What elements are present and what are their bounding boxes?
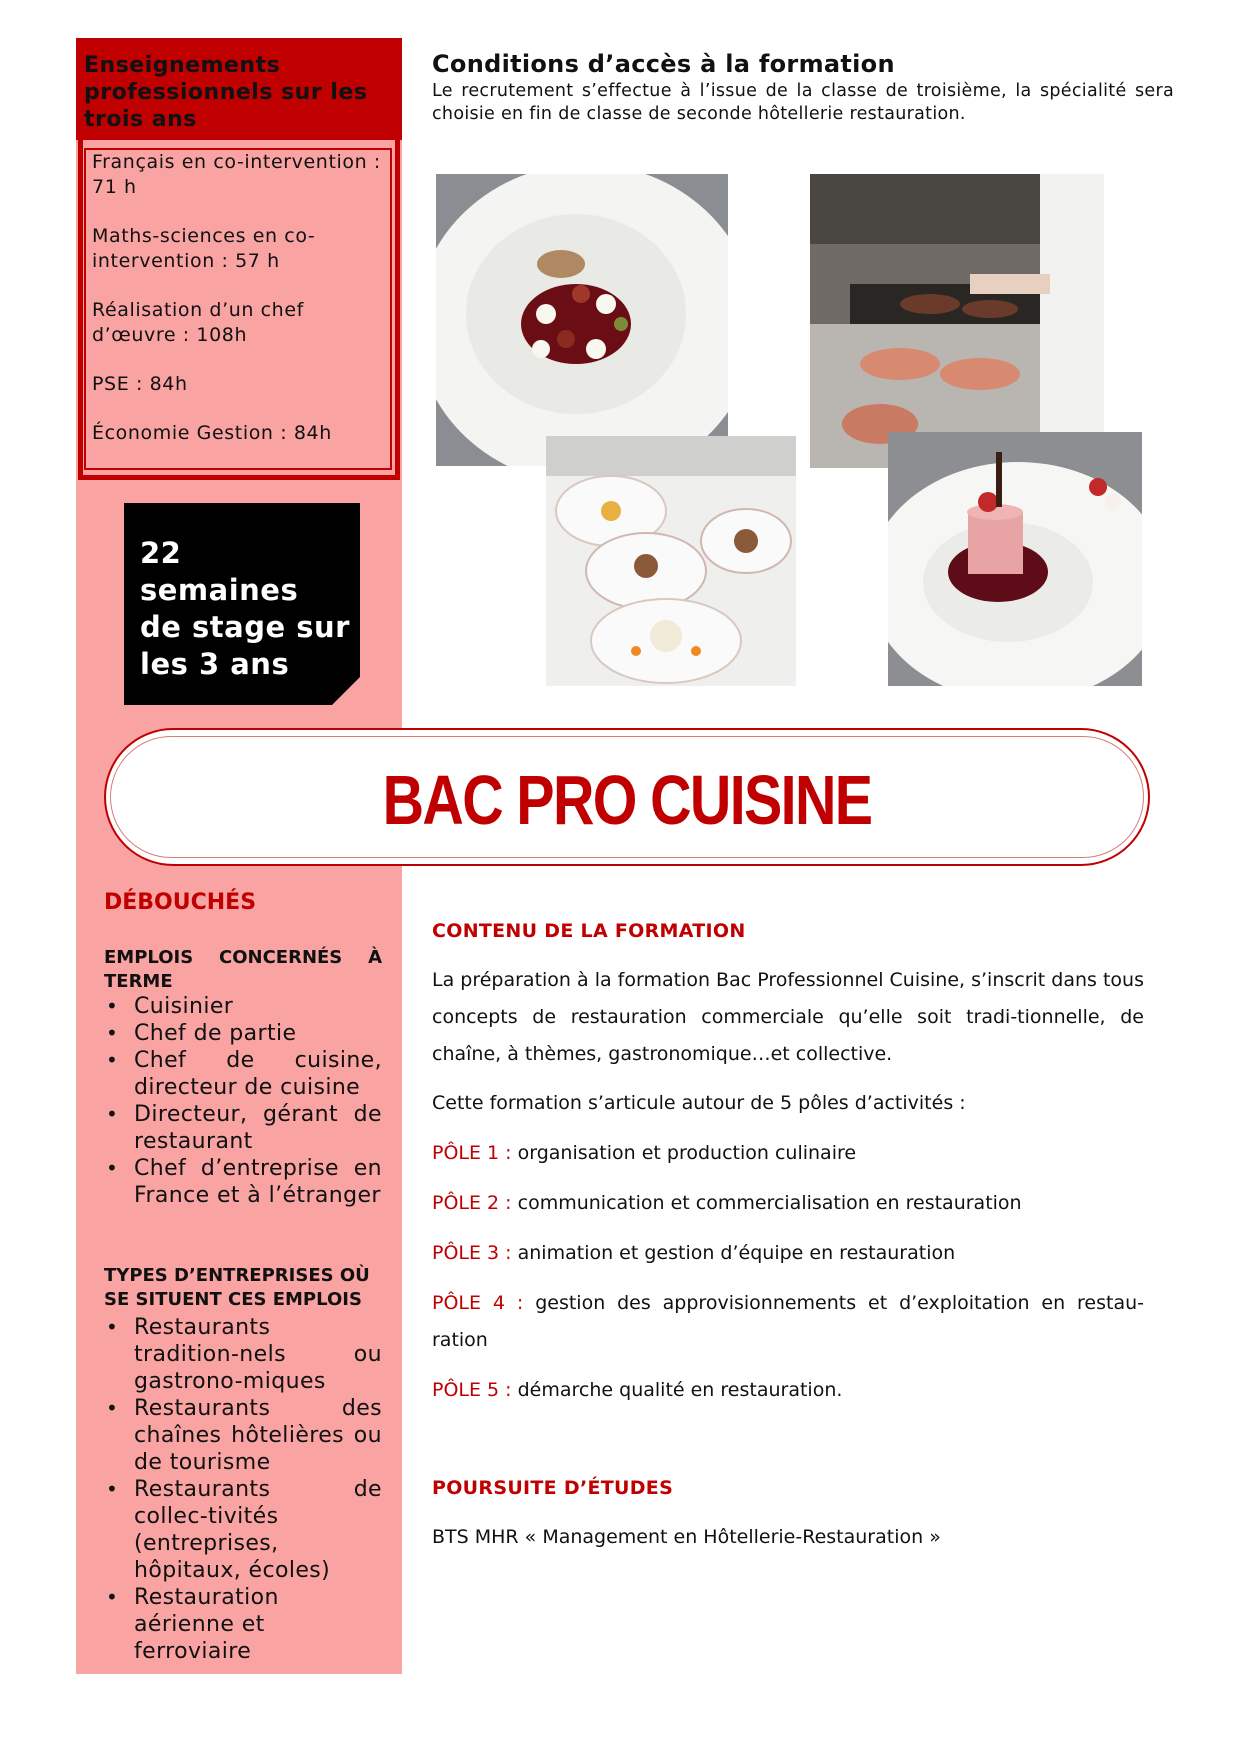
list-item: • Cuisinier	[104, 993, 382, 1020]
contenu-text	[432, 962, 1144, 1134]
pole-label: PÔLE 3 :	[432, 1242, 512, 1264]
chef-grilling-photo-icon	[810, 174, 1104, 468]
enseignements-title: Enseignements professionnels sur les trois ans	[84, 53, 368, 132]
pole-label: PÔLE 5 :	[432, 1379, 512, 1401]
pole-text: communication et commercialisation en restauration	[517, 1192, 1022, 1214]
poursuite-text: BTS MHR « Management en Hôtellerie-Restauration »	[432, 1526, 941, 1548]
conditions-text: Le recrutement s’effectue à l’issue de la classe de troisième, la spécialité sera choisie en fin de classe de seconde hôtellerie restauration.	[432, 81, 1174, 124]
conditions-title: Conditions d’accès à la formation	[432, 50, 895, 78]
pole-label: PÔLE 2 :	[432, 1192, 512, 1214]
debouches-heading: DÉBOUCHÉS	[104, 890, 257, 915]
enseignement-item: Réalisation d’un chef d’œuvre : 108h	[92, 299, 304, 346]
list-item: • Restaurants des chaînes hôtelières ou de tourisme	[104, 1395, 382, 1476]
raspberry-dessert-photo-icon	[888, 432, 1142, 686]
enseignement-item: Français en co-intervention : 71 h	[92, 151, 381, 198]
list-item: • Restaurants tradition-nels ou gastrono-miques	[104, 1314, 382, 1395]
types-heading: TYPES D’ENTREPRISES OÙ SE SITUENT CES EMPLOIS	[104, 1265, 370, 1310]
contenu-paragraph: La préparation à la formation Bac Professionnel Cuisine, s’inscrit dans tous concepts de restauration commerciale qu’elle soit tradi-tionnelle, de chaîne, à thèmes, gastronomique…et collective.	[432, 969, 1144, 1065]
pole-3	[432, 1235, 1144, 1272]
emplois-heading-text: EMPLOIS CONCERNÉS À TERME	[104, 947, 382, 992]
pole-text: organisation et production culinaire	[517, 1142, 857, 1164]
plated-dish-photo-icon	[436, 174, 728, 466]
list-item: • Chef d’entreprise en France et à l’étranger	[104, 1155, 382, 1209]
pole-text: animation et gestion d’équipe en restauration	[517, 1242, 956, 1264]
types-list	[104, 1314, 382, 1665]
enseignement-item: PSE : 84h	[92, 373, 188, 395]
enseignement-item: Économie Gestion : 84h	[92, 422, 332, 444]
pole-label: PÔLE 4 :	[432, 1292, 524, 1314]
pole-label: PÔLE 1 :	[432, 1142, 512, 1164]
emplois-heading	[104, 946, 382, 994]
emplois-list	[104, 993, 382, 1209]
list-item: • Directeur, gérant de restaurant	[104, 1101, 382, 1155]
page-title: BAC PRO CUISINE	[382, 761, 872, 839]
pole-text: démarche qualité en restauration.	[517, 1379, 843, 1401]
list-item: • Restaurants de collec-tivités (entreprises, hôpitaux, écoles)	[104, 1476, 382, 1584]
contenu-paragraph: Cette formation s’articule autour de 5 pôles d’activités :	[432, 1092, 966, 1114]
enseignement-item: Maths-sciences en co-intervention : 57 h	[92, 225, 316, 272]
enseignements-list	[92, 150, 388, 470]
poursuite-heading: POURSUITE D’ÉTUDES	[432, 1477, 674, 1499]
list-item: • Chef de cuisine, directeur de cuisine	[104, 1047, 382, 1101]
pole-1	[432, 1135, 1144, 1172]
stage-callout-text: 22 semaines de stage sur les 3 ans	[140, 536, 350, 681]
list-item: • Chef de partie	[104, 1020, 382, 1047]
list-item: • Restauration aérienne et ferroviaire	[104, 1584, 382, 1665]
pole-4	[432, 1285, 1144, 1359]
pole-5	[432, 1372, 1144, 1409]
pole-text: gestion des approvisionnements et d’exploitation en restau-ration	[432, 1292, 1144, 1351]
pole-2	[432, 1185, 1144, 1222]
contenu-heading: CONTENU DE LA FORMATION	[432, 920, 746, 942]
plated-desserts-table-photo-icon	[546, 436, 796, 686]
